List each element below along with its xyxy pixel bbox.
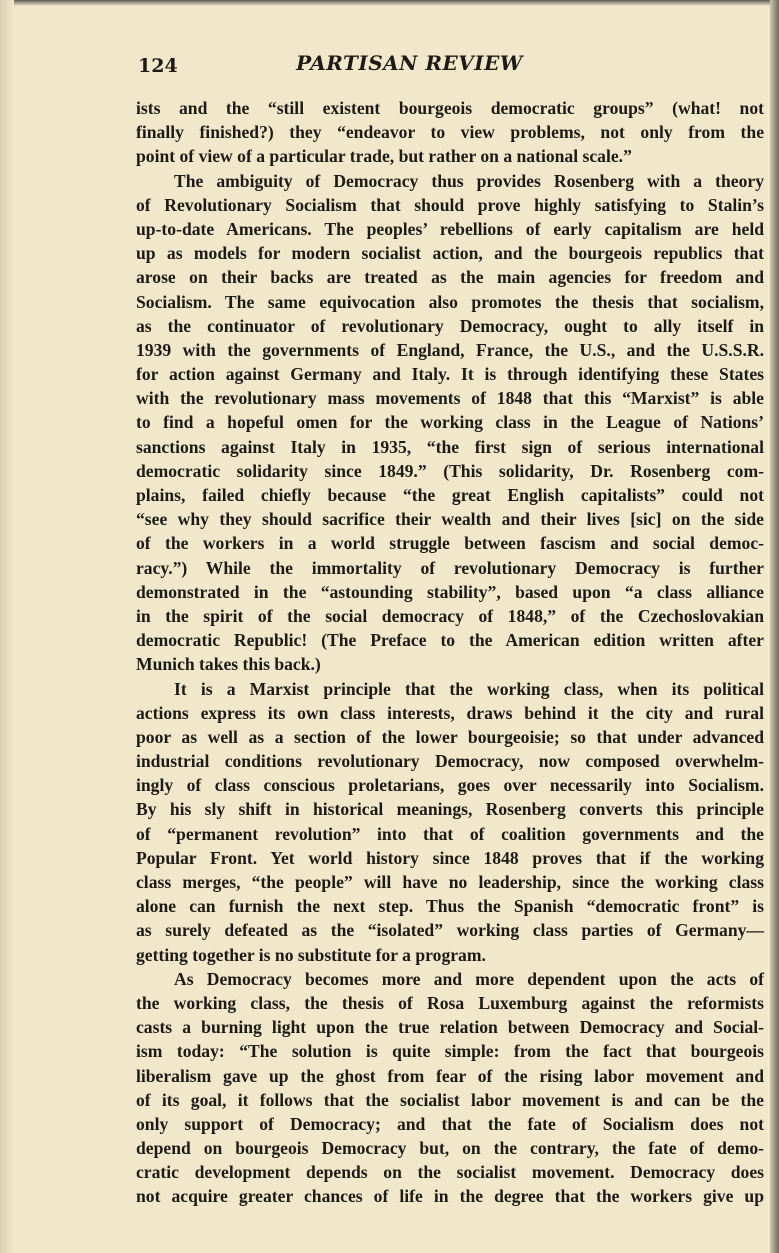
- text-line: industrial conditions revolutionary Democracy, now composed overwhelm-: [136, 751, 764, 772]
- text-line: ingly of class conscious proletarians, goes over necessarily into Socialism.: [136, 775, 764, 796]
- text-line: up as models for modern socialist action, and the bourgeois republics that: [136, 243, 764, 264]
- text-line: The ambiguity of Democracy thus provides Rosenberg with a theory: [174, 170, 764, 191]
- text-line: sanctions against Italy in 1935, “the first sign of serious international: [136, 436, 764, 457]
- paragraph: [136, 677, 764, 967]
- text-line: Popular Front. Yet world history since 1848 proves that if the working: [136, 847, 764, 868]
- text-line: depend on bourgeois Democracy but, on the contrary, the fate of demo-: [136, 1138, 764, 1159]
- text-line: poor as well as a section of the lower bourgeoisie; so that under advanced: [136, 726, 764, 747]
- text-line: Munich takes this back.): [136, 654, 321, 675]
- text-line: plains, failed chiefly because “the great English capitalists” could not: [136, 485, 764, 505]
- text-line: for action against Germany and Italy. It is through identifying these States: [136, 364, 764, 385]
- text-line: as surely defeated as the “isolated” working class parties of Germany—: [136, 920, 764, 941]
- running-head: PARTISAN REVIEW: [296, 51, 523, 75]
- page-top-shadow: [0, 0, 779, 6]
- page-gutter-shadow: [0, 0, 14, 1253]
- text-line: ism today: “The solution is quite simple: from the fact that bourgeois: [136, 1041, 764, 1062]
- paragraph: [136, 967, 764, 1209]
- text-line: ists and the “still existent bourgeois democratic groups” (what! not: [136, 98, 764, 118]
- text-line: with the revolutionary mass movements of 1848 that this “Marxist” is able: [136, 388, 764, 409]
- text-line: to find a hopeful omen for the working class in the League of Nations’: [136, 412, 764, 433]
- paragraph: [136, 169, 764, 677]
- text-line: democratic Republic! (The Preface to the American edition written after: [136, 630, 764, 651]
- text-line: of “permanent revolution” into that of coalition governments and the: [136, 823, 764, 844]
- text-line: not acquire greater chances of life in the degree that the workers give up: [136, 1186, 764, 1207]
- text-line: arose on their backs are treated as the main agencies for freedom and: [136, 267, 764, 288]
- page-number: 124: [138, 55, 178, 77]
- text-line: It is a Marxist principle that the working class, when its political: [174, 678, 764, 699]
- text-line: of Revolutionary Socialism that should prove highly satisfying to Stalin’s: [136, 194, 764, 215]
- paragraph: [136, 96, 764, 169]
- page-edge-shadow: [770, 0, 779, 1253]
- text-line: only support of Democracy; and that the fate of Socialism does not: [136, 1113, 764, 1134]
- text-line: of the workers in a world struggle between fascism and social democ-: [136, 533, 764, 554]
- text-line: demonstrated in the “astounding stability”, based upon “a class alliance: [136, 581, 764, 602]
- text-line: finally finished?) they “endeavor to view problems, not only from the: [136, 122, 764, 143]
- text-line: point of view of a particular trade, but rather on a national scale.”: [136, 146, 632, 167]
- text-line: class merges, “the people” will have no leadership, since the working class: [136, 872, 764, 892]
- text-line: alone can furnish the next step. Thus the Spanish “democratic front” is: [136, 896, 764, 917]
- text-line: By his sly shift in historical meanings, Rosenberg converts this principle: [136, 799, 764, 820]
- text-line: racy.”) While the immortality of revolutionary Democracy is further: [136, 557, 764, 578]
- text-line: the working class, the thesis of Rosa Luxemburg against the reformists: [136, 992, 764, 1013]
- text-line: getting together is no substitute for a program.: [136, 944, 486, 965]
- text-line: of its goal, it follows that the socialist labor movement is and can be the: [136, 1089, 764, 1110]
- text-line: “see why they should sacrifice their wealth and their lives [sic] on the side: [136, 509, 764, 530]
- text-line: 1939 with the governments of England, France, the U.S., and the U.S.S.R.: [136, 339, 764, 360]
- text-line: liberalism gave up the ghost from fear of the rising labor movement and: [136, 1065, 764, 1086]
- text-line: Socialism. The same equivocation also promotes the thesis that socialism,: [136, 291, 764, 312]
- text-line: cratic development depends on the socialist movement. Democracy does: [136, 1162, 764, 1183]
- text-line: actions express its own class interests, draws behind it the city and rural: [136, 702, 764, 723]
- text-line: up-to-date Americans. The peoples’ rebellions of early capitalism are held: [136, 218, 764, 239]
- text-line: in the spirit of the social democracy of 1848,” of the Czechoslovakian: [136, 605, 764, 626]
- text-line: as the continuator of revolutionary Democracy, ought to ally itself in: [136, 315, 764, 336]
- text-line: democratic solidarity since 1849.” (This solidarity, Dr. Rosenberg com-: [136, 460, 764, 481]
- text-line: casts a burning light upon the true relation between Democracy and Social-: [136, 1017, 764, 1038]
- text-line: As Democracy becomes more and more dependent upon the acts of: [174, 968, 764, 989]
- body-text: [136, 96, 764, 1209]
